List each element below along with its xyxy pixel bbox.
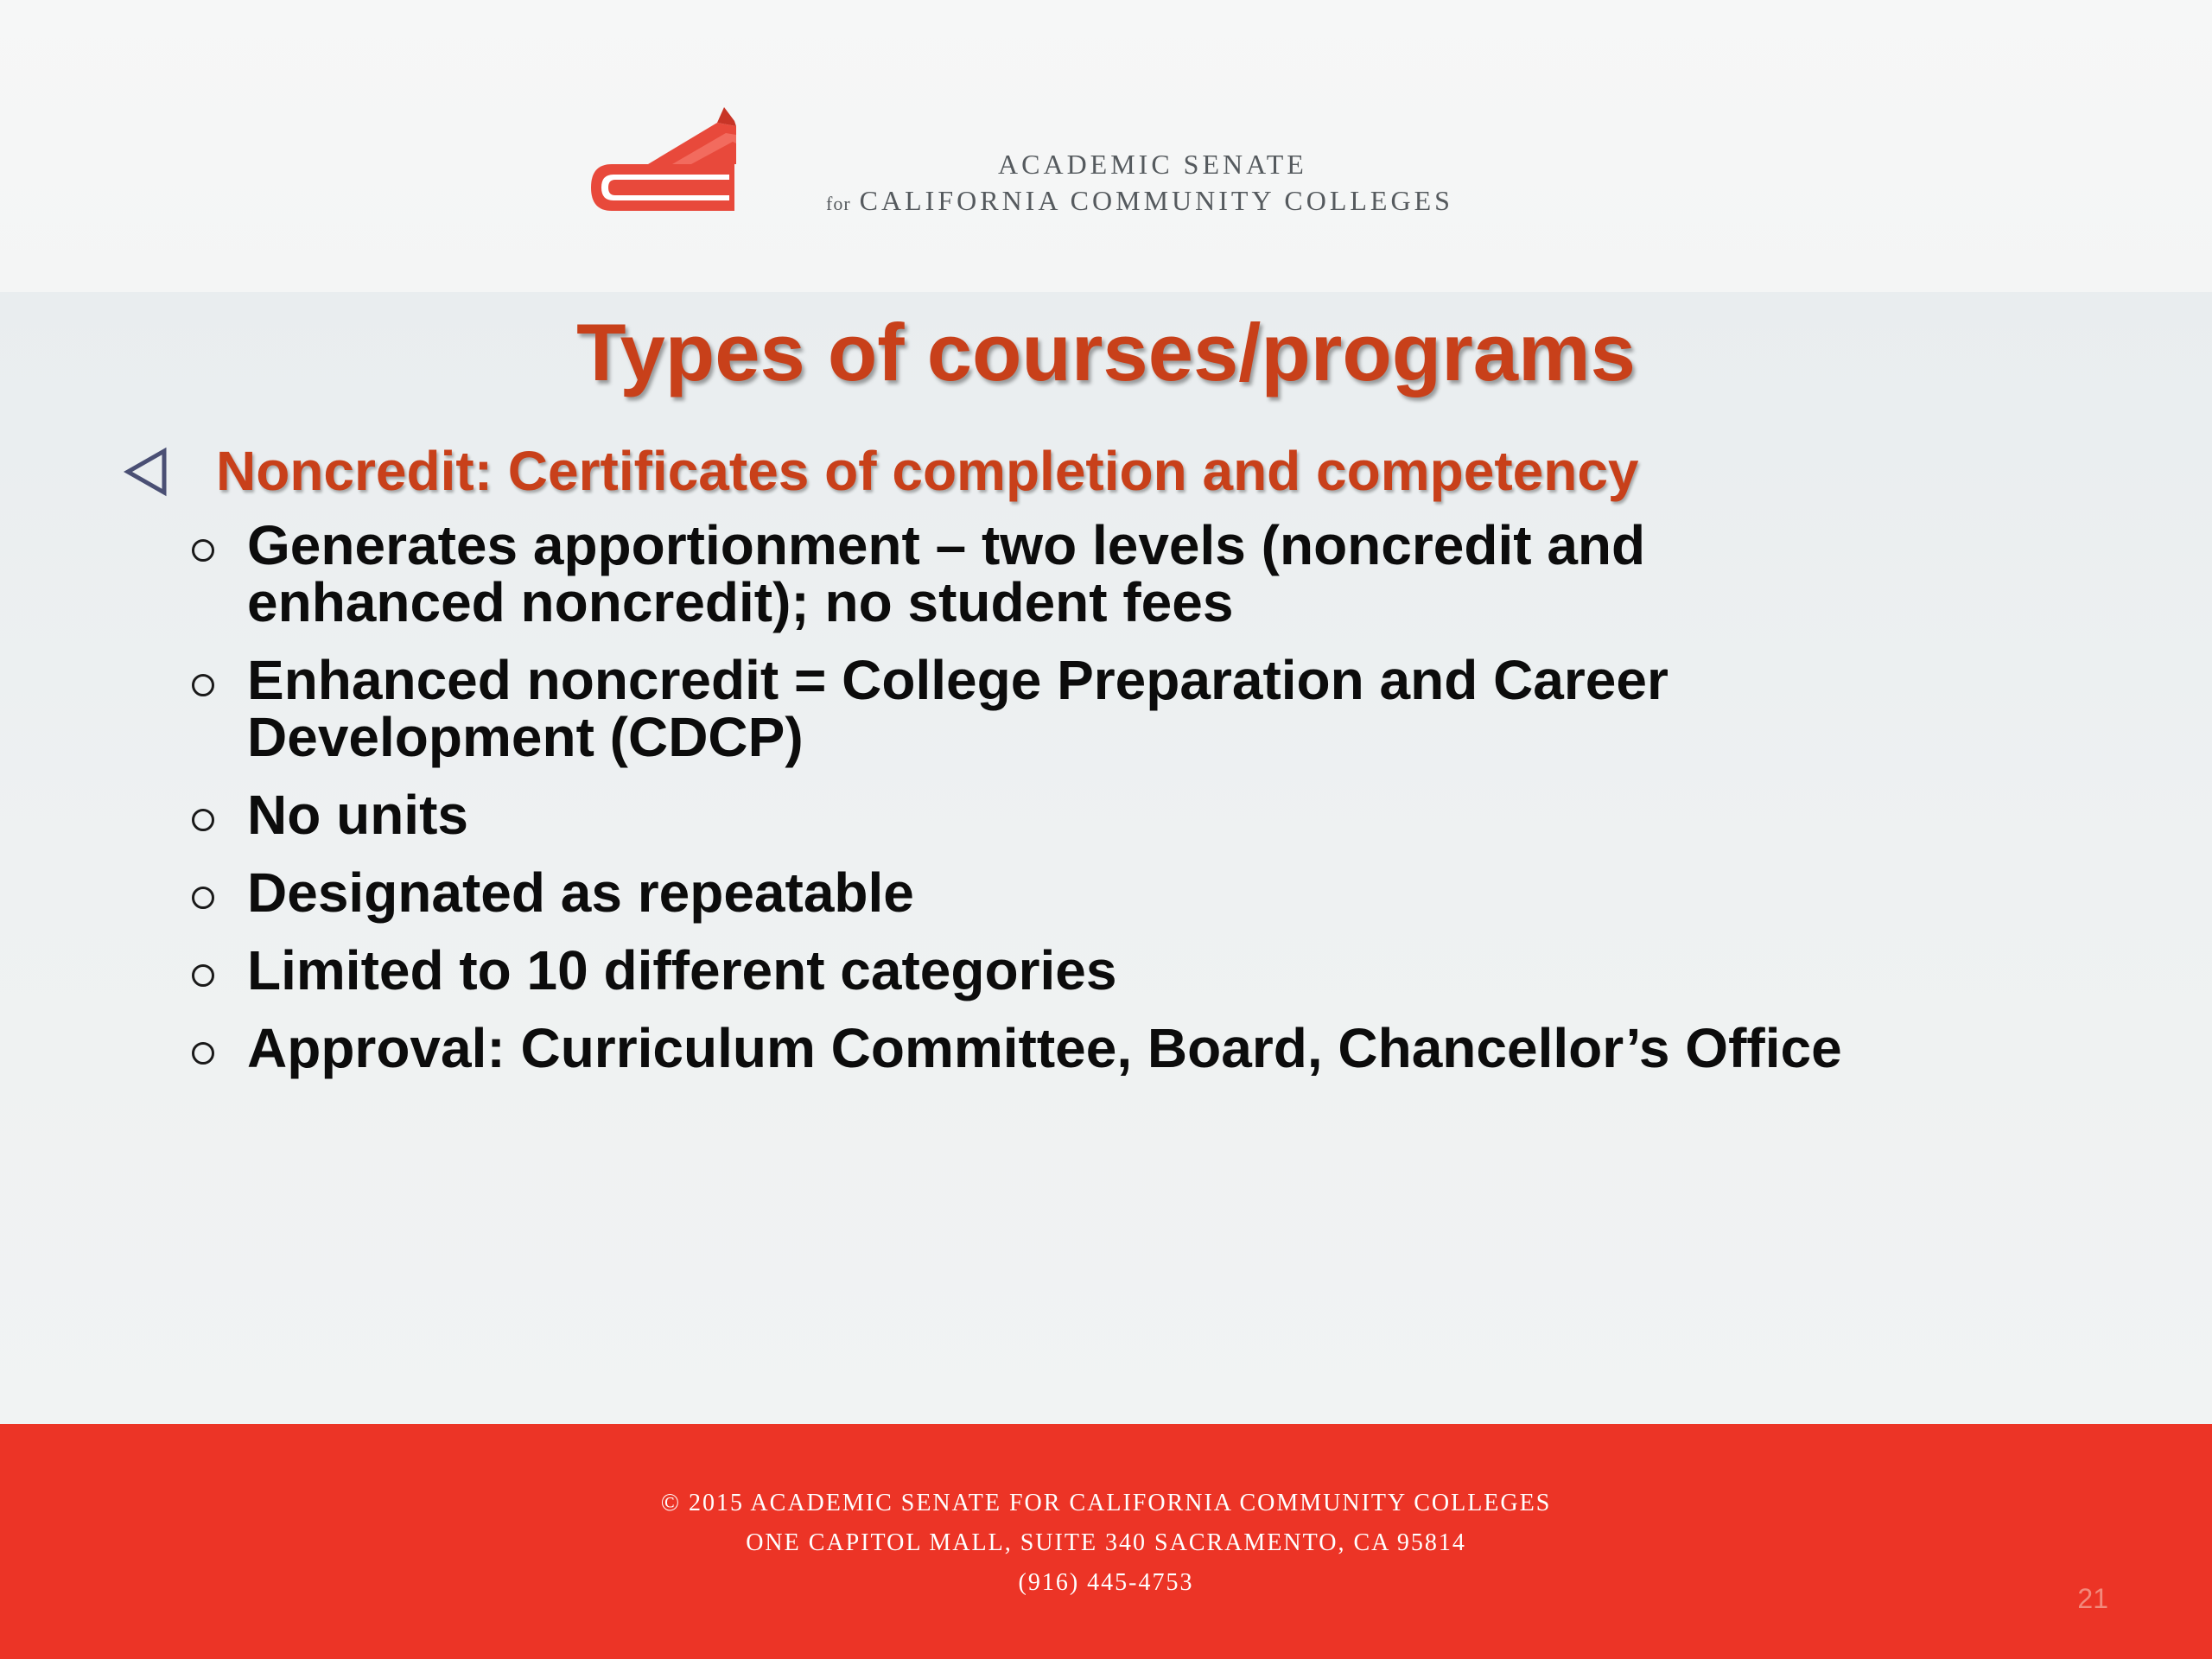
footer-phone: (916) 445-4753 [1018, 1569, 1194, 1596]
book-stack-icon [588, 102, 745, 218]
level1-bullet-text: Noncredit: Certificates of completion and competency [216, 440, 1639, 502]
org-name-line1: ACADEMIC SENATE [998, 149, 1307, 180]
slide-header [0, 0, 2212, 292]
bullet-item [187, 514, 2131, 633]
bullet-text-line2: enhanced noncredit); no student fees [247, 571, 1234, 633]
bullet-text-line1: Designated as repeatable [247, 861, 914, 924]
bullet-item [187, 649, 2131, 768]
org-name-main: CALIFORNIA COMMUNITY COLLEGES [859, 185, 1453, 216]
bullet-text-line1: No units [247, 784, 468, 846]
footer-address: ONE CAPITOL MALL, SUITE 340 SACRAMENTO, CA 95814 [746, 1529, 1466, 1556]
slide-title: Types of courses/programs [576, 307, 1636, 397]
footer-copyright: © 2015 ACADEMIC SENATE FOR CALIFORNIA COMMUNITY COLLEGES [660, 1490, 1552, 1516]
bullet-item [187, 861, 2131, 924]
triangle-left-outline-icon [121, 446, 169, 498]
org-name-line2 [826, 185, 1453, 217]
bullet-item [187, 784, 2131, 846]
circle-bullet-icon [192, 674, 214, 696]
bullet-item [187, 939, 2131, 1001]
circle-bullet-icon [192, 887, 214, 909]
bullet-text-line2: Development (CDCP) [247, 706, 804, 768]
bullet-text-line1: Limited to 10 different categories [247, 939, 1117, 1001]
circle-bullet-icon [192, 1042, 214, 1065]
bullet-text-line1: Enhanced noncredit = College Preparation and Career [247, 649, 1669, 711]
bullet-text-line1: Approval: Curriculum Committee, Board, Chancellor’s Office [247, 1017, 1842, 1079]
circle-bullet-icon [192, 809, 214, 831]
circle-bullet-icon [192, 964, 214, 987]
bullet-list [187, 514, 2131, 1097]
slide-number: 21 [2077, 1583, 2108, 1614]
org-name-prefix: for [826, 193, 851, 214]
bullet-item [187, 1017, 2131, 1079]
bullet-text-line1: Generates apportionment – two levels (noncredit and [247, 514, 1646, 576]
circle-bullet-icon [192, 539, 214, 562]
